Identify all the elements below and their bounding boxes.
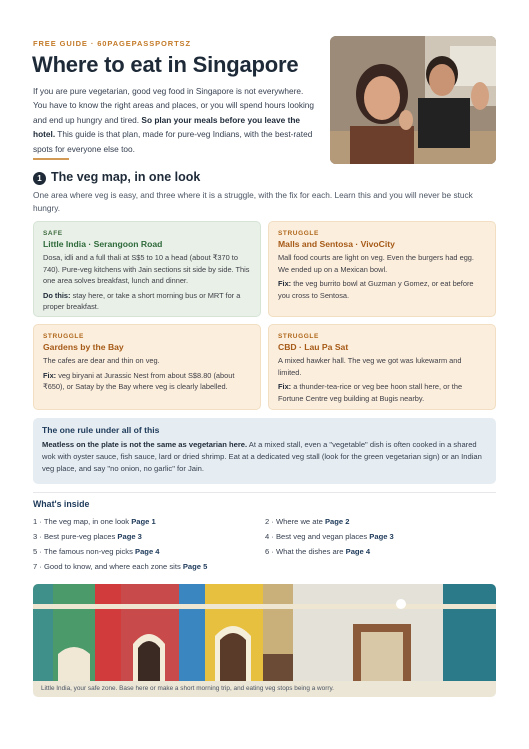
zone-fix-text: stay here, or take a short morning bus or MRT for a proper breakfast.	[43, 290, 241, 312]
zone-fix	[278, 278, 486, 301]
zone-description: The cafes are dear and thin on veg.	[43, 356, 160, 365]
accent-divider	[33, 158, 69, 160]
key-rule-title: The one rule under all of this	[42, 425, 160, 435]
toc-page-link[interactable]: Page 4	[345, 547, 371, 556]
toc-item-label: 3 · Best pure-veg places	[33, 532, 118, 541]
guide-kicker: FREE GUIDE · 60PAGEPASSPORTSZ	[33, 39, 191, 48]
toc-item[interactable]	[265, 547, 370, 556]
toc-page-link[interactable]: Page 3	[117, 532, 142, 541]
intro-paragraph	[33, 84, 318, 156]
zone-card-cbd-lau-pa-sat	[268, 324, 496, 410]
zone-card-gardens-bay	[33, 324, 261, 410]
zone-tag: SAFE	[43, 230, 63, 237]
key-rule-body	[42, 439, 487, 474]
zone-name: Gardens by the Bay	[43, 342, 124, 352]
key-rule-text: At a mixed stall, even a "vegetable" dish is often cooked in a shared wok with oyster sauce, fish sauce, lard or dried shrimp. Eat at a dedicated veg stall (look for the green vegetarian sign) or an Indian veg place, and say "no onion, no garlic" for Jain.	[42, 440, 482, 473]
section-subtitle: One area where veg is easy, and three where it is a struggle, with the fix for each. Learn this and you will never be stuck hungry.	[33, 190, 473, 213]
zone-fix-text: veg biryani at Jurassic Nest from about S$8.80 (about ₹650), or Satay by the Bay where veg is clearly labelled.	[43, 370, 235, 392]
little-india-street-photo	[33, 584, 496, 681]
toc-item[interactable]	[265, 517, 349, 526]
page-title: Where to eat in Singapore	[32, 52, 299, 77]
zone-card-malls-sentosa	[268, 221, 496, 317]
zone-name: CBD · Lau Pa Sat	[278, 342, 349, 352]
zone-fix-label: Fix:	[278, 279, 292, 289]
section-title: The veg map, in one look	[51, 170, 201, 184]
photo-caption: Little India, your safe zone. Base here or make a short morning trip, and eating veg stops being a worry.	[33, 681, 496, 697]
zone-description: A mixed hawker hall. The veg we got was lukewarm and limited.	[278, 356, 462, 377]
toc-page-link[interactable]: Page 4	[135, 547, 160, 556]
toc-page-link[interactable]: Page 3	[369, 532, 394, 541]
toc-item-label: 5 · The famous non-veg picks	[33, 547, 136, 556]
zone-card-little-india	[33, 221, 261, 317]
zone-fix-label: Do this:	[43, 290, 71, 300]
toc-page-link[interactable]: Page 1	[131, 517, 156, 526]
zone-fix	[43, 290, 251, 313]
toc-title: What's inside	[33, 499, 90, 509]
zone-fix-label: Fix:	[278, 382, 292, 392]
toc-item-label: 7 · Good to know, and where each zone sits	[33, 562, 183, 571]
key-rule-box	[33, 418, 496, 484]
toc-divider	[33, 492, 496, 493]
zone-fix-label: Fix:	[43, 370, 57, 380]
zone-tag: STRUGGLE	[278, 333, 319, 340]
zone-fix-text: the veg burrito bowl at Guzman y Gomez, or eat before you cross to Sentosa.	[278, 279, 474, 300]
toc-page-link[interactable]: Page 2	[324, 517, 350, 526]
toc-item-label: 1 · The veg map, in one look	[33, 517, 132, 526]
toc-item[interactable]	[33, 562, 207, 571]
zone-description: Dosa, idli and a full thali at S$5 to 10 a head (about ₹370 to 740). Pure-veg kitchens with Jain sections sit side by side. This one area solves breakfast, lunch and dinner.	[43, 253, 250, 286]
intro-bold: So plan your meals before you leave the hotel.	[33, 114, 301, 140]
toc-item[interactable]	[265, 532, 394, 541]
hero-photo-couple	[330, 36, 496, 164]
toc-page-link[interactable]: Page 5	[182, 562, 208, 571]
zone-fix	[43, 370, 251, 393]
zone-name: Little India · Serangoon Road	[43, 239, 163, 249]
zone-fix-text: a thunder-tea-rice or veg bee hoon stall here, or the Fortune Centre veg building at Bugis nearby.	[278, 382, 463, 403]
intro-text-2: This guide is that plan, made for pure-veg Indians, with the best-rated spots for everyone else too.	[33, 129, 313, 154]
zone-description: Mall food courts are light on veg. Even the burgers had egg. We ended up on a Mexican bowl.	[278, 253, 474, 274]
zone-fix	[278, 381, 486, 404]
toc-item[interactable]	[33, 547, 160, 556]
toc-item-label: 6 · What the dishes are	[265, 547, 346, 556]
intro-text-1: If you are pure vegetarian, good veg food in Singapore is not everywhere. You have to know the right areas and places, or you will spend hours looking and end up hungry and tired.	[33, 86, 315, 125]
zone-tag: STRUGGLE	[43, 333, 84, 340]
zone-tag: STRUGGLE	[278, 230, 319, 237]
toc-item-label: 4 · Best veg and vegan places	[265, 532, 370, 541]
toc-item-label: 2 · Where we ate	[265, 517, 325, 526]
zone-name: Malls and Sentosa · VivoCity	[278, 239, 395, 249]
toc-item[interactable]	[33, 517, 156, 526]
section-number-badge: 1	[33, 172, 46, 185]
toc-item[interactable]	[33, 532, 142, 541]
key-rule-bold: Meatless on the plate is not the same as vegetarian here.	[42, 440, 248, 449]
